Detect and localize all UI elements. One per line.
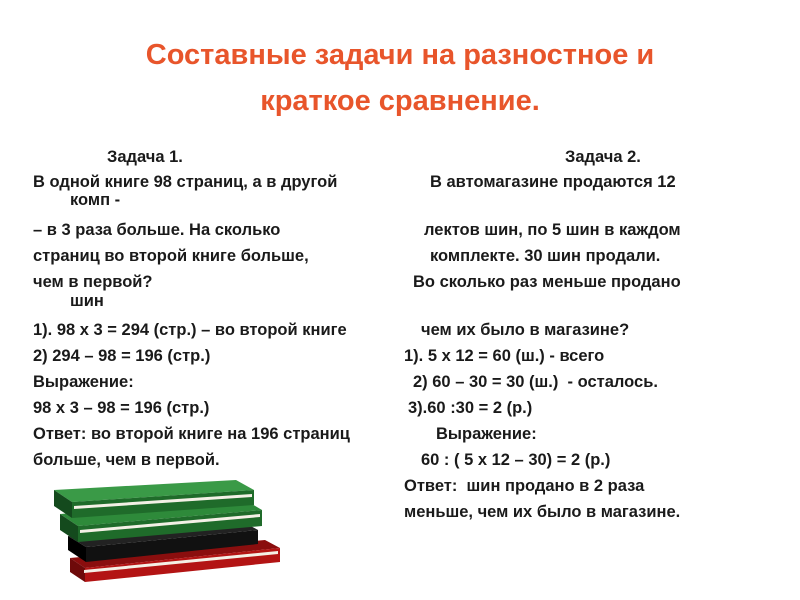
task2-answer-line: Ответ: шин продано в 2 раза	[404, 477, 645, 495]
books-illustration	[40, 478, 290, 588]
task2-text-line: комп -	[70, 191, 121, 209]
task1-text-line: страниц во второй книге больше,	[33, 247, 309, 265]
task2-text-line: Во сколько раз меньше продано	[413, 273, 681, 291]
task2-solution-line: 1). 5 х 12 = 60 (ш.) - всего	[404, 347, 605, 365]
slide-title	[40, 32, 760, 124]
task2-expression: 60 : ( 5 х 12 – 30) = 2 (р.)	[421, 451, 611, 469]
task1-heading: Задача 1.	[107, 148, 183, 166]
slide-title-line-1: Составные задачи на разностное и	[145, 39, 655, 71]
task1-solution-line: 1). 98 х 3 = 294 (стр.) – во второй книге	[33, 321, 347, 339]
task2-text-line: шин	[70, 292, 104, 310]
task2-heading: Задача 2.	[565, 148, 641, 166]
task1-text-line: – в 3 раза больше. На сколько	[33, 221, 281, 239]
task2-text-line: В автомагазине продаются 12	[430, 173, 676, 191]
task2-expression-label: Выражение:	[436, 425, 537, 443]
task2-text-line: чем их было в магазине?	[421, 321, 630, 339]
task1-answer-line: Ответ: во второй книге на 196 страниц	[33, 425, 350, 443]
task2-text-line: лектов шин, по 5 шин в каждом	[424, 221, 681, 239]
task2-answer-line: меньше, чем их было в магазине.	[404, 503, 681, 521]
task1-text-line: чем в первой?	[33, 273, 153, 291]
task1-solution-line: 2) 294 – 98 = 196 (стр.)	[33, 347, 211, 365]
slide-title-line-2: краткое сравнение.	[260, 85, 540, 117]
task1-text-line: В одной книге 98 страниц, а в другой	[33, 173, 338, 191]
task1-expression: 98 х 3 – 98 = 196 (стр.)	[33, 399, 210, 417]
task2-solution-line: 2) 60 – 30 = 30 (ш.) - осталось.	[413, 373, 658, 391]
task1-expression-label: Выражение:	[33, 373, 134, 391]
task2-text-line: комплекте. 30 шин продали.	[430, 247, 661, 265]
task2-solution-line: 3).60 :30 = 2 (р.)	[408, 399, 533, 417]
task1-answer-line: больше, чем в первой.	[33, 451, 220, 469]
